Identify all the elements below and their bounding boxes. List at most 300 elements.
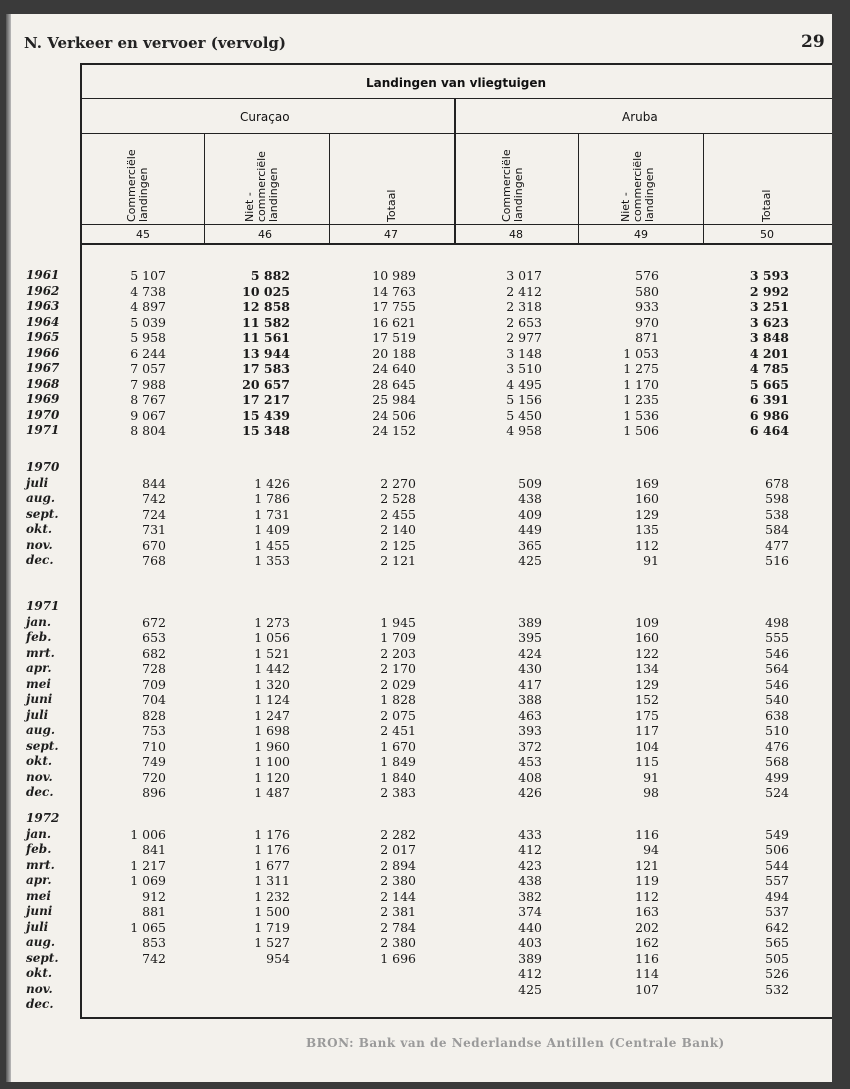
table-cell: 417: [518, 676, 542, 692]
table-cell: 841: [142, 842, 166, 857]
table-top-rule: [80, 63, 832, 65]
table-cell: 1 719: [254, 919, 290, 935]
table-cell: 1 275: [623, 361, 659, 376]
table-cell: 388: [518, 692, 542, 707]
table-cell: 670: [142, 537, 166, 553]
table-cell: 871: [635, 330, 659, 345]
page-edge-shadow: [6, 14, 11, 1082]
column-number: 50: [760, 228, 774, 241]
row-label: dec.: [26, 997, 54, 1011]
col-divider: [204, 134, 205, 243]
row-label: 1962: [26, 283, 60, 298]
table-cell: 116: [635, 950, 659, 966]
table-cell: 642: [765, 919, 789, 935]
table-cell: 678: [765, 475, 789, 491]
table-cell: 17 755: [372, 299, 416, 314]
table-cell: 104: [635, 738, 659, 754]
table-cell: 1 536: [623, 407, 659, 423]
column-header-noncommercial-curacao: Niet - commerciële landingen: [243, 151, 280, 222]
table-cell: 3 017: [506, 268, 542, 283]
group-aruba: Aruba: [622, 110, 658, 124]
table-cell: 433: [518, 826, 542, 842]
table-cell: 112: [635, 888, 659, 904]
table-cell: 1 527: [254, 935, 290, 950]
table-cell: 5 107: [130, 268, 166, 283]
document-page: [6, 14, 832, 1082]
table-cell: 1 409: [254, 522, 290, 537]
table-cell: 498: [765, 614, 789, 630]
table-cell: 24 506: [372, 407, 416, 423]
row-label: sept.: [26, 950, 59, 965]
table-cell: 7 057: [130, 361, 166, 376]
row-label: nov.: [26, 537, 53, 552]
table-cell: 135: [635, 522, 659, 537]
table-cell: 20 657: [242, 376, 290, 392]
row-label: mei: [26, 676, 51, 691]
table-cell: 1 056: [254, 630, 290, 645]
table-cell: 2 412: [506, 283, 542, 299]
table-cell: 129: [635, 676, 659, 692]
row-label: jan.: [26, 826, 52, 841]
table-cell: 169: [635, 475, 659, 491]
group-curacao: Curaçao: [240, 110, 290, 124]
column-number: 49: [634, 228, 648, 241]
table-cell: 853: [142, 935, 166, 950]
row-label: dec.: [26, 553, 54, 567]
section-year-label: 1970: [26, 460, 60, 474]
row-label: juni: [26, 692, 53, 706]
table-cell: 393: [518, 723, 542, 738]
table-cell: 1 170: [623, 376, 659, 392]
table-cell: 1 006: [130, 826, 166, 842]
table-cell: 16 621: [372, 314, 416, 330]
row-label: sept.: [26, 506, 59, 521]
table-cell: 6 391: [749, 392, 789, 407]
table-cell: 115: [635, 754, 659, 769]
table-cell: 17 519: [372, 330, 416, 345]
table-cell: 438: [518, 491, 542, 506]
table-cell: 516: [765, 553, 789, 568]
table-cell: 881: [142, 904, 166, 919]
table-cell: 5 156: [506, 392, 542, 407]
row-label: 1969: [26, 392, 60, 406]
row-label: nov.: [26, 981, 53, 996]
table-cell: 412: [518, 842, 542, 857]
table-cell: 540: [765, 692, 789, 707]
table-cell: 2 381: [380, 904, 416, 919]
table-cell: 4 495: [506, 376, 542, 392]
row-label: 1967: [26, 361, 60, 375]
table-cell: 430: [518, 661, 542, 676]
title-underline: [82, 98, 832, 99]
row-label: feb.: [26, 630, 52, 644]
table-cell: 107: [635, 981, 659, 997]
table-cell: 896: [142, 785, 166, 800]
table-cell: 2 270: [380, 475, 416, 491]
table-cell: 121: [635, 857, 659, 873]
row-label: juli: [26, 919, 49, 934]
table-cell: 5 958: [130, 330, 166, 345]
table-cell: 1 232: [254, 888, 290, 904]
source-note: BRON: Bank van de Nederlandse Antillen (Centrale Bank): [306, 1036, 725, 1050]
table-cell: 117: [635, 723, 659, 738]
column-number: 47: [384, 228, 398, 241]
table-cell: 5 039: [130, 314, 166, 330]
table-cell: 1 960: [254, 738, 290, 754]
table-cell: 494: [765, 888, 789, 904]
table-cell: 598: [765, 491, 789, 506]
table-cell: 10 989: [372, 268, 416, 283]
row-label: aug.: [26, 723, 56, 737]
table-cell: 2 140: [380, 522, 416, 537]
row-label: aug.: [26, 491, 56, 505]
colnum-bottom-rule: [82, 243, 832, 245]
row-label: juli: [26, 707, 49, 722]
table-cell: 546: [765, 676, 789, 692]
table-cell: 1 840: [380, 769, 416, 785]
table-cell: 408: [518, 769, 542, 785]
table-cell: 440: [518, 919, 542, 935]
row-label: juni: [26, 904, 53, 918]
table-cell: 1 487: [254, 785, 290, 800]
row-label: 1968: [26, 376, 60, 391]
column-number: 48: [509, 228, 523, 241]
table-cell: 970: [635, 314, 659, 330]
table-cell: 720: [142, 769, 166, 785]
table-cell: 114: [635, 966, 659, 981]
table-cell: 4 785: [749, 361, 789, 376]
table-cell: 1 500: [254, 904, 290, 919]
table-cell: 20 188: [372, 345, 416, 361]
table-cell: 449: [518, 522, 542, 537]
table-cell: 704: [142, 692, 166, 707]
table-cell: 912: [142, 888, 166, 904]
row-label: aug.: [26, 935, 56, 949]
table-cell: 1 065: [130, 919, 166, 935]
table-cell: 954: [266, 950, 290, 966]
table-cell: 4 897: [130, 299, 166, 314]
table-cell: 1 120: [254, 769, 290, 785]
table-cell: 510: [765, 723, 789, 738]
table-cell: 2 203: [380, 645, 416, 661]
table-cell: 580: [635, 283, 659, 299]
row-label: okt.: [26, 522, 53, 536]
table-cell: 7 988: [130, 376, 166, 392]
table-cell: 15 439: [242, 407, 290, 423]
table-cell: 1 828: [380, 692, 416, 707]
row-label: 1966: [26, 345, 60, 360]
row-label: 1964: [26, 314, 60, 329]
table-cell: 1 176: [254, 826, 290, 842]
section-year-label: 1971: [26, 599, 60, 613]
table-cell: 389: [518, 614, 542, 630]
column-header-commercial-aruba: Commerciële landingen: [500, 149, 525, 222]
table-cell: 109: [635, 614, 659, 630]
table-cell: 1 670: [380, 738, 416, 754]
table-cell: 672: [142, 614, 166, 630]
row-label: sept.: [26, 738, 59, 753]
table-cell: 1 069: [130, 873, 166, 888]
table-cell: 423: [518, 857, 542, 873]
table-cell: 1 053: [623, 345, 659, 361]
table-cell: 1 945: [380, 614, 416, 630]
row-label: dec.: [26, 785, 54, 799]
table-cell: 1 100: [254, 754, 290, 769]
table-title: Landingen van vliegtuigen: [366, 76, 547, 90]
table-cell: 538: [765, 506, 789, 522]
column-number: 46: [258, 228, 272, 241]
colnum-top-rule: [82, 224, 832, 225]
table-cell: 134: [635, 661, 659, 676]
table-cell: 2 784: [380, 919, 416, 935]
table-cell: 768: [142, 553, 166, 568]
column-header-commercial-curacao: Commerciële landingen: [125, 149, 150, 222]
table-cell: 1 696: [380, 950, 416, 966]
column-header-noncommercial-aruba: Niet - commerciële landingen: [619, 151, 656, 222]
table-cell: 15 348: [242, 423, 290, 438]
table-cell: 828: [142, 707, 166, 723]
row-label: juli: [26, 475, 49, 490]
table-cell: 17 217: [242, 392, 290, 407]
table-cell: 17 583: [242, 361, 290, 376]
table-cell: 524: [765, 785, 789, 800]
row-label: mrt.: [26, 645, 55, 660]
table-cell: 2 894: [380, 857, 416, 873]
table-cell: 1 273: [254, 614, 290, 630]
table-cell: 4 738: [130, 283, 166, 299]
page-number: 29: [801, 32, 825, 52]
table-cell: 499: [765, 769, 789, 785]
table-cell: 412: [518, 966, 542, 981]
table-cell: 638: [765, 707, 789, 723]
column-number: 45: [136, 228, 150, 241]
table-cell: 709: [142, 676, 166, 692]
table-cell: 202: [635, 919, 659, 935]
column-header-total-aruba: Totaal: [760, 189, 773, 222]
aruba-underline: [456, 133, 832, 134]
row-label: 1963: [26, 299, 60, 313]
table-cell: 1 455: [254, 537, 290, 553]
table-cell: 1 506: [623, 423, 659, 438]
table-cell: 1 709: [380, 630, 416, 645]
table-cell: 564: [765, 661, 789, 676]
table-cell: 122: [635, 645, 659, 661]
table-cell: 682: [142, 645, 166, 661]
table-cell: 1 176: [254, 842, 290, 857]
table-cell: 2 318: [506, 299, 542, 314]
table-cell: 4 201: [749, 345, 789, 361]
table-cell: 8 767: [130, 392, 166, 407]
table-cell: 2 144: [380, 888, 416, 904]
table-cell: 4 958: [506, 423, 542, 438]
table-cell: 24 640: [372, 361, 416, 376]
table-cell: 2 528: [380, 491, 416, 506]
table-cell: 509: [518, 475, 542, 491]
table-cell: 2 125: [380, 537, 416, 553]
table-cell: 129: [635, 506, 659, 522]
col-divider: [329, 134, 330, 243]
table-cell: 425: [518, 981, 542, 997]
table-cell: 426: [518, 785, 542, 800]
table-cell: 382: [518, 888, 542, 904]
table-cell: 453: [518, 754, 542, 769]
table-cell: 2 653: [506, 314, 542, 330]
row-label: okt.: [26, 754, 53, 768]
table-cell: 3 251: [749, 299, 789, 314]
table-cell: 2 282: [380, 826, 416, 842]
table-cell: 555: [765, 630, 789, 645]
table-cell: 1 698: [254, 723, 290, 738]
table-cell: 544: [765, 857, 789, 873]
table-cell: 365: [518, 537, 542, 553]
table-cell: 477: [765, 537, 789, 553]
table-cell: 3 593: [749, 268, 789, 283]
table-cell: 10 025: [242, 283, 290, 299]
table-cell: 3 623: [749, 314, 789, 330]
table-cell: 13 944: [242, 345, 290, 361]
table-cell: 505: [765, 950, 789, 966]
table-cell: 2 380: [380, 873, 416, 888]
table-cell: 3 148: [506, 345, 542, 361]
table-cell: 2 029: [380, 676, 416, 692]
table-cell: 2 121: [380, 553, 416, 568]
row-label: 1961: [26, 268, 60, 282]
table-cell: 1 786: [254, 491, 290, 506]
table-cell: 6 244: [130, 345, 166, 361]
table-cell: 5 450: [506, 407, 542, 423]
table-cell: 11 582: [242, 314, 290, 330]
table-cell: 389: [518, 950, 542, 966]
table-cell: 8 804: [130, 423, 166, 438]
table-cell: 163: [635, 904, 659, 919]
table-cell: 710: [142, 738, 166, 754]
table-cell: 403: [518, 935, 542, 950]
row-label: mrt.: [26, 857, 55, 872]
table-cell: 476: [765, 738, 789, 754]
table-cell: 5 665: [749, 376, 789, 392]
column-header-total-curacao: Totaal: [385, 189, 398, 222]
table-cell: 526: [765, 966, 789, 981]
table-cell: 463: [518, 707, 542, 723]
table-cell: 1 320: [254, 676, 290, 692]
col-divider: [578, 134, 579, 243]
table-cell: 24 152: [372, 423, 416, 438]
table-cell: 162: [635, 935, 659, 950]
table-cell: 2 170: [380, 661, 416, 676]
table-cell: 425: [518, 553, 542, 568]
table-cell: 731: [142, 522, 166, 537]
section-year-label: 1972: [26, 811, 60, 825]
table-cell: 116: [635, 826, 659, 842]
table-cell: 1 521: [254, 645, 290, 661]
table-cell: 1 217: [130, 857, 166, 873]
table-cell: 3 848: [749, 330, 789, 345]
table-cell: 2 455: [380, 506, 416, 522]
table-cell: 2 451: [380, 723, 416, 738]
section-header: N. Verkeer en vervoer (vervolg): [24, 34, 286, 52]
table-cell: 9 067: [130, 407, 166, 423]
table-cell: 372: [518, 738, 542, 754]
table-cell: 2 017: [380, 842, 416, 857]
table-cell: 1 442: [254, 661, 290, 676]
table-cell: 844: [142, 475, 166, 491]
table-cell: 749: [142, 754, 166, 769]
table-cell: 119: [635, 873, 659, 888]
table-cell: 584: [765, 522, 789, 537]
row-label: okt.: [26, 966, 53, 980]
row-label: nov.: [26, 769, 53, 784]
table-cell: 1 124: [254, 692, 290, 707]
table-cell: 546: [765, 645, 789, 661]
table-cell: 506: [765, 842, 789, 857]
table-cell: 537: [765, 904, 789, 919]
table-cell: 565: [765, 935, 789, 950]
table-cell: 1 235: [623, 392, 659, 407]
table-cell: 1 677: [254, 857, 290, 873]
table-cell: 1 731: [254, 506, 290, 522]
table-cell: 91: [643, 769, 659, 785]
table-cell: 1 247: [254, 707, 290, 723]
table-cell: 175: [635, 707, 659, 723]
table-cell: 91: [643, 553, 659, 568]
table-cell: 395: [518, 630, 542, 645]
table-cell: 742: [142, 491, 166, 506]
group-divider: [454, 98, 456, 243]
table-cell: 576: [635, 268, 659, 283]
table-cell: 28 645: [372, 376, 416, 392]
table-cell: 12 858: [242, 299, 290, 314]
curacao-underline: [82, 133, 454, 134]
row-label: 1965: [26, 330, 60, 344]
table-cell: 374: [518, 904, 542, 919]
table-cell: 933: [635, 299, 659, 314]
table-cell: 94: [643, 842, 659, 857]
table-cell: 557: [765, 873, 789, 888]
table-cell: 14 763: [372, 283, 416, 299]
table-cell: 409: [518, 506, 542, 522]
table-cell: 5 882: [250, 268, 290, 283]
table-cell: 160: [635, 630, 659, 645]
table-cell: 1 311: [254, 873, 290, 888]
table-cell: 152: [635, 692, 659, 707]
table-cell: 728: [142, 661, 166, 676]
row-label: apr.: [26, 661, 52, 675]
table-cell: 568: [765, 754, 789, 769]
table-bottom-rule: [80, 1017, 832, 1019]
row-label: 1970: [26, 407, 60, 422]
table-cell: 424: [518, 645, 542, 661]
col-divider: [703, 134, 704, 243]
table-cell: 3 510: [506, 361, 542, 376]
row-label: mei: [26, 888, 51, 903]
table-cell: 25 984: [372, 392, 416, 407]
table-cell: 753: [142, 723, 166, 738]
table-cell: 2 383: [380, 785, 416, 800]
table-cell: 2 380: [380, 935, 416, 950]
table-cell: 1 353: [254, 553, 290, 568]
table-cell: 6 986: [749, 407, 789, 423]
table-cell: 1 426: [254, 475, 290, 491]
table-cell: 532: [765, 981, 789, 997]
row-label: jan.: [26, 614, 52, 629]
table-cell: 2 075: [380, 707, 416, 723]
table-cell: 11 561: [242, 330, 290, 345]
table-cell: 2 992: [749, 283, 789, 299]
table-cell: 160: [635, 491, 659, 506]
row-label: feb.: [26, 842, 52, 856]
table-cell: 724: [142, 506, 166, 522]
table-cell: 98: [643, 785, 659, 800]
